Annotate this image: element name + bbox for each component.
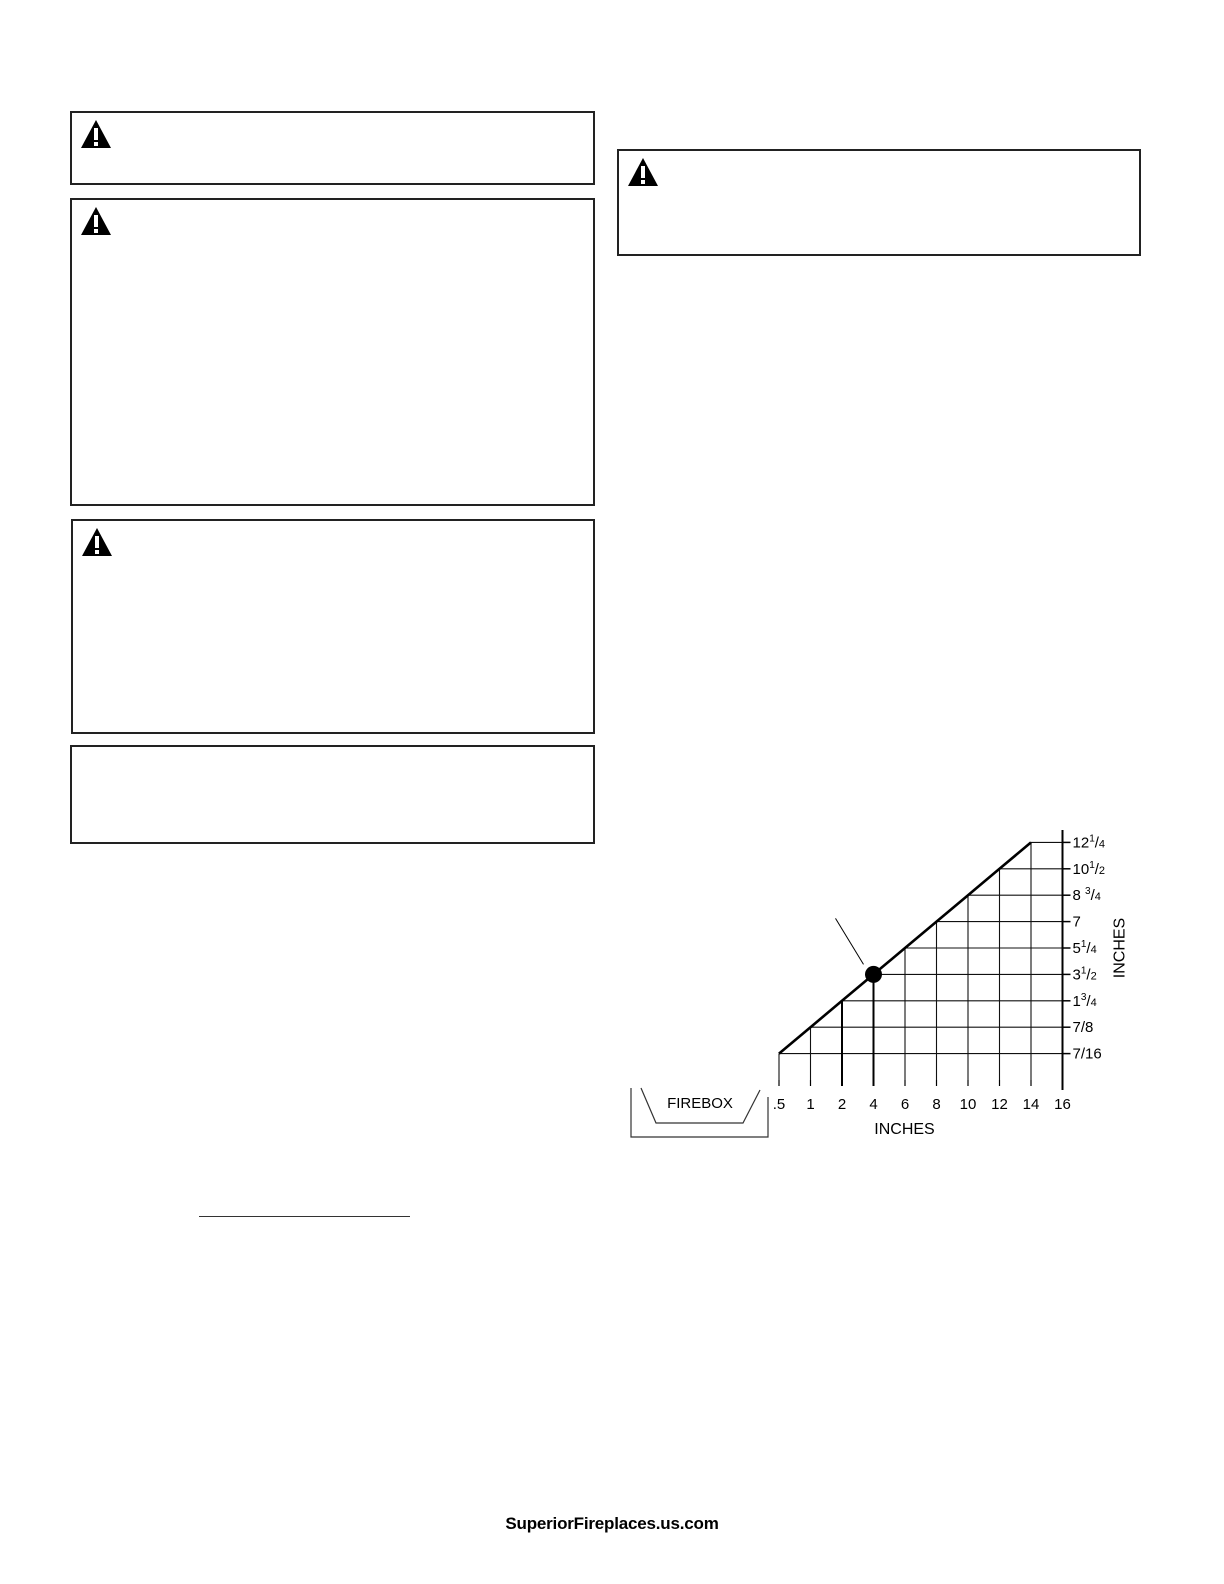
x-tick-label: 10 bbox=[959, 1096, 977, 1113]
warning-box-1 bbox=[70, 111, 595, 185]
warning-triangle-icon bbox=[627, 157, 659, 187]
x-tick-label: 16 bbox=[1054, 1096, 1071, 1113]
warning-triangle-icon bbox=[81, 527, 113, 557]
y-axis-label: INCHES bbox=[1111, 917, 1129, 979]
highlight-point bbox=[865, 966, 882, 983]
y-tick-label: $3^1/2$ bbox=[1072, 965, 1097, 984]
notice-box bbox=[70, 745, 595, 844]
x-tick-label: 1 bbox=[806, 1096, 815, 1113]
x-axis-label: INCHES bbox=[874, 1121, 935, 1138]
clearance-chart-svg bbox=[620, 825, 1140, 1155]
warning-box-4 bbox=[617, 149, 1141, 256]
y-tick-label: 7/8 bbox=[1072, 1019, 1094, 1037]
y-tick-label: $1^3/4$ bbox=[1072, 991, 1097, 1010]
y-tick-label: 7/16 bbox=[1072, 1045, 1102, 1063]
x-tick-label: 2 bbox=[837, 1096, 847, 1113]
warning-triangle-icon bbox=[80, 119, 112, 149]
warning-triangle-icon bbox=[80, 206, 112, 236]
firebox-label: FIREBOX bbox=[667, 1095, 733, 1112]
warning-box-3 bbox=[71, 519, 595, 734]
clearance-chart bbox=[620, 825, 1140, 1155]
x-tick-label: 14 bbox=[1022, 1096, 1040, 1113]
x-tick-label: 12 bbox=[991, 1096, 1008, 1113]
warning-box-2 bbox=[70, 198, 595, 506]
y-tick-label: $10^1/2$ bbox=[1072, 859, 1106, 878]
x-tick-label: 6 bbox=[900, 1096, 910, 1113]
x-tick-label: .5 bbox=[772, 1096, 786, 1113]
leader-line bbox=[836, 918, 864, 964]
x-tick-label: 8 bbox=[932, 1096, 941, 1113]
y-tick-label: $5^1/4$ bbox=[1072, 939, 1097, 957]
signature-rule bbox=[199, 1216, 410, 1217]
y-tick-label: $12^1/4$ bbox=[1072, 833, 1106, 852]
x-tick-label: 4 bbox=[869, 1096, 878, 1113]
y-tick-label: 8 $^3$/4 bbox=[1072, 886, 1101, 905]
y-tick-label: 7 bbox=[1072, 913, 1081, 931]
footer-url: SuperiorFireplaces.us.com bbox=[505, 1514, 719, 1533]
